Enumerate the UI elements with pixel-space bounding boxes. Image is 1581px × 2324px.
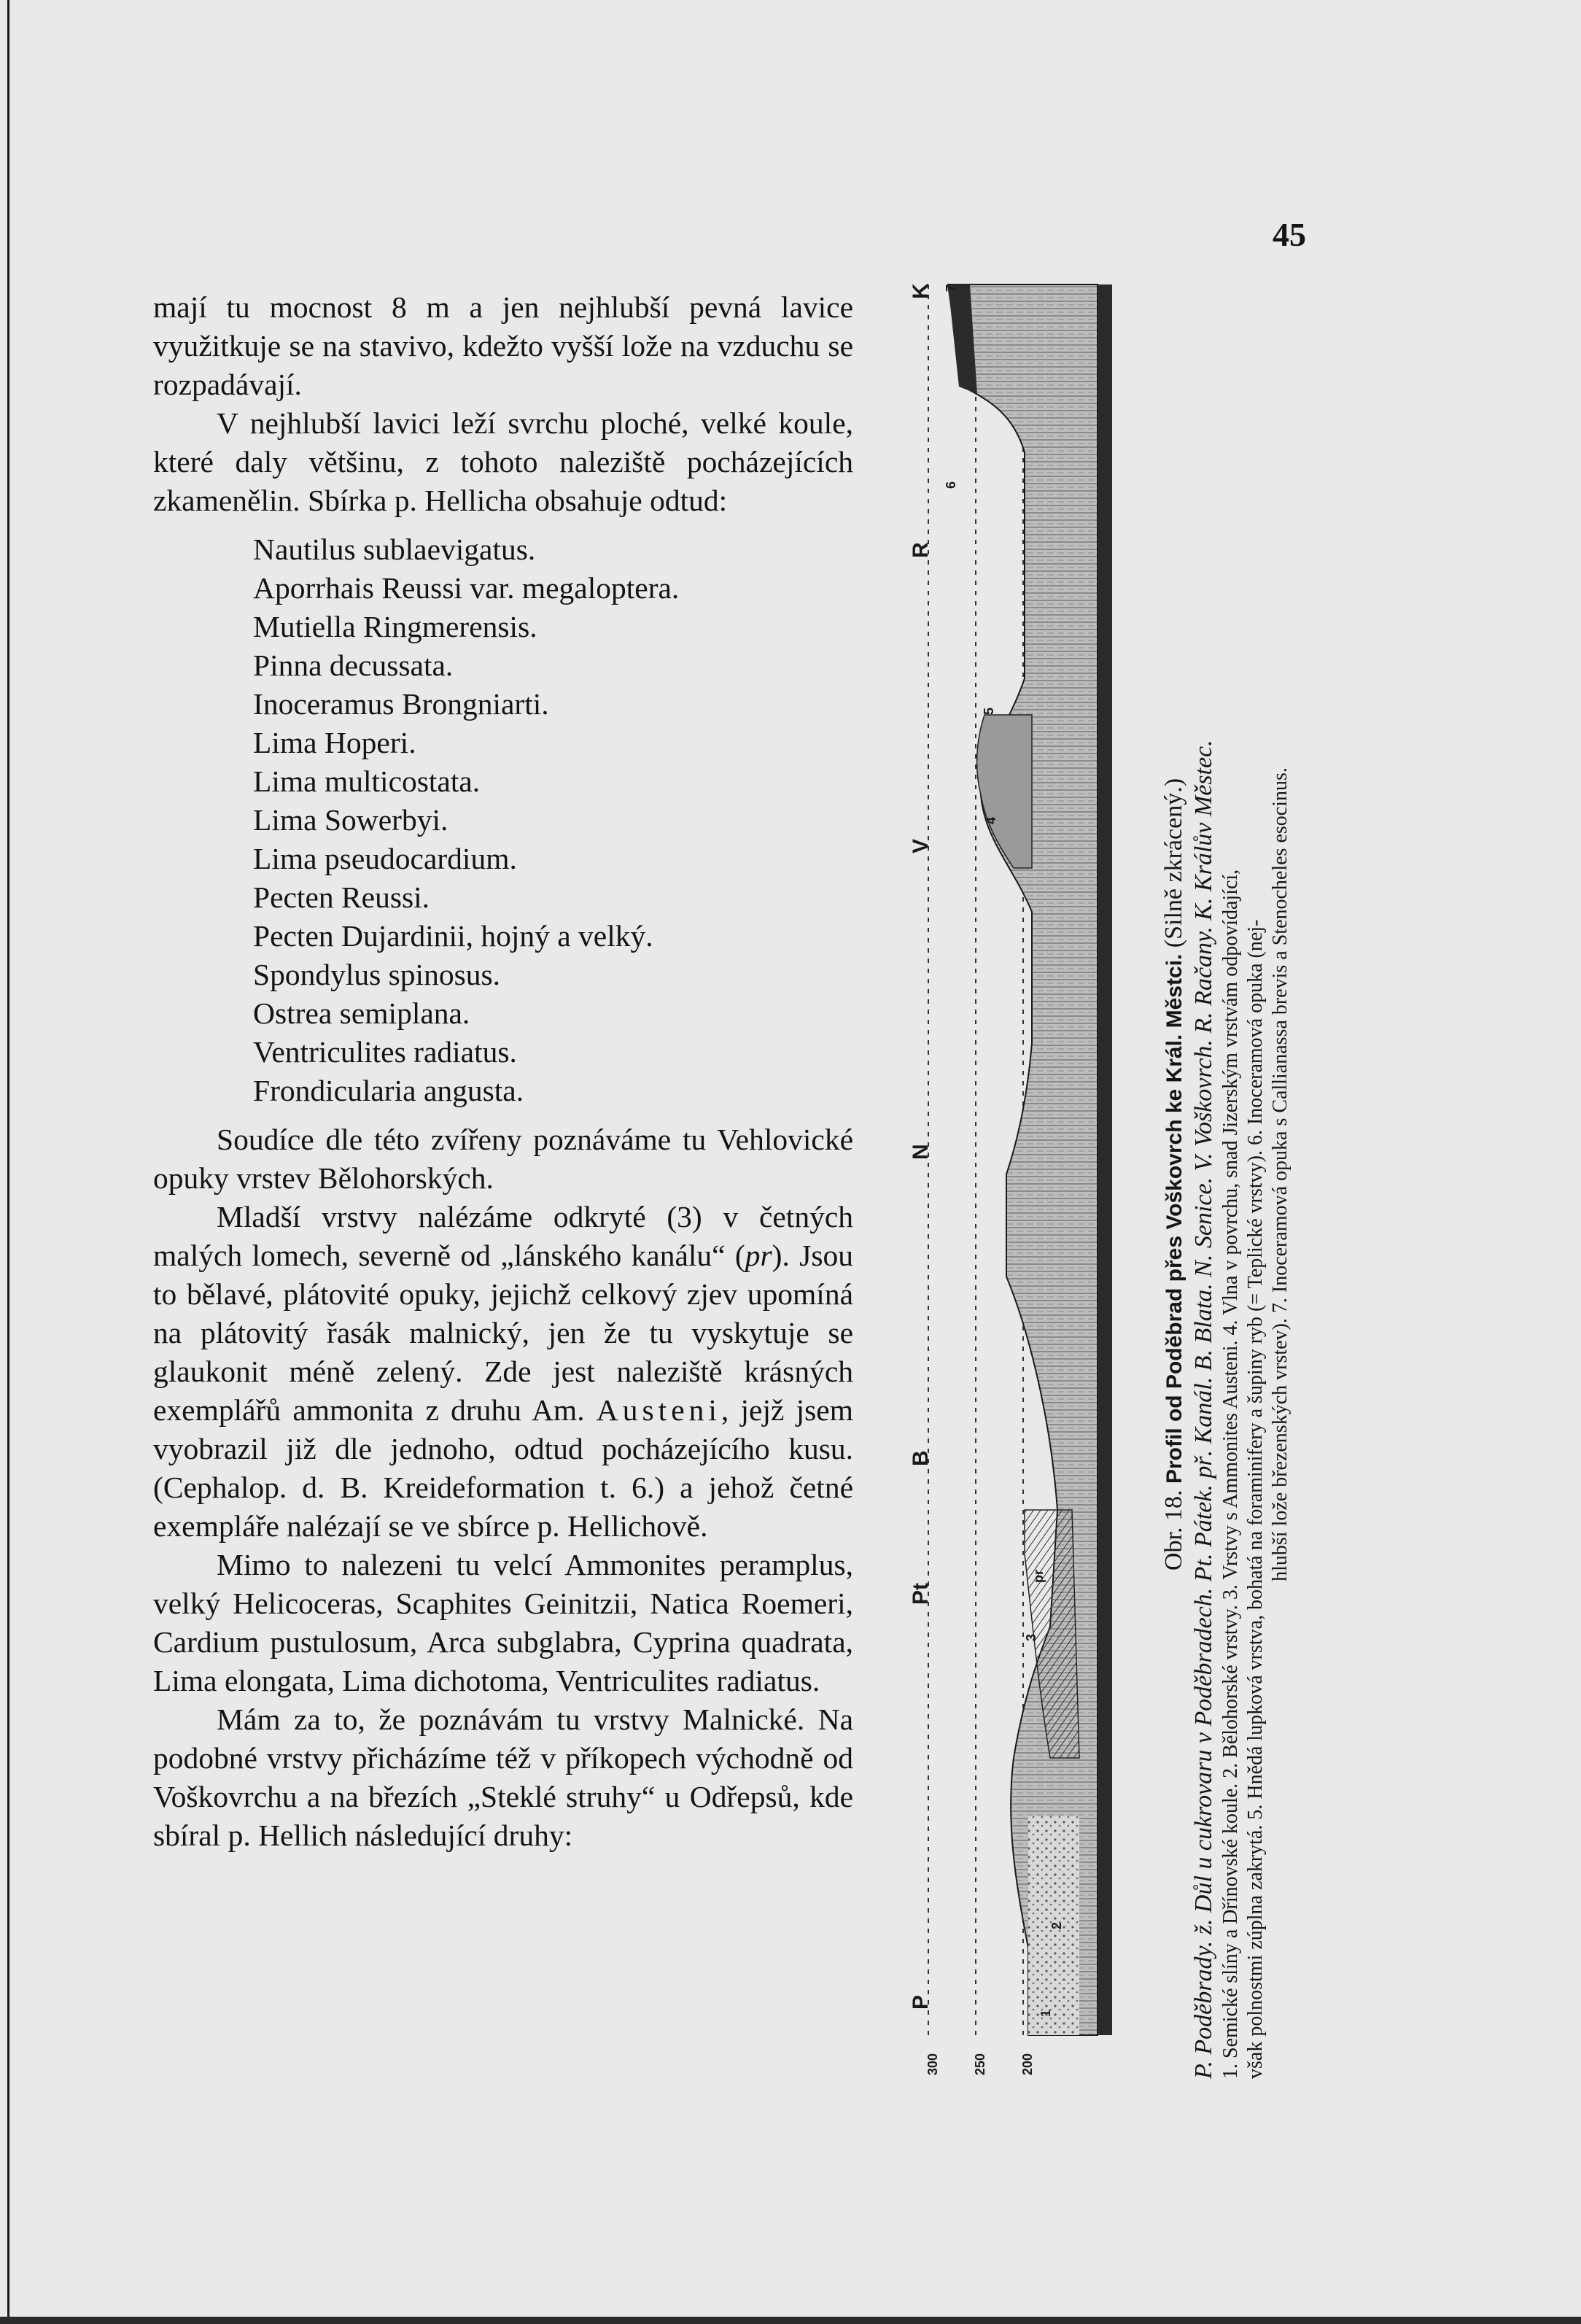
- caption-layers-2: však polnostmi zúplna zakrytá. 5. Hnědá lupková vrstva, bohatá na foraminifery a šupiny ryb (= Teplické vrstvy). 6. Inoceramová opuka (nej-: [1244, 919, 1267, 2079]
- species-item: Aporrhais Reussi var. megaloptera.: [253, 571, 680, 605]
- caption-layers-1: 1. Semické slíny a Dřínovské koule. 2. Bělohorské vrstvy. 3. Vrstvy s Ammonites Austeni. 4. Vlna v povrchu, snad Jizerským vrstvám odpovídající,: [1219, 869, 1242, 2079]
- elevation-label: 300: [925, 2053, 940, 2075]
- strata-hill-voskovrch: [977, 715, 1032, 868]
- locality-B: B: [909, 1450, 933, 1466]
- species-item: Nautilus sublaevigatus.: [253, 532, 536, 566]
- layer-mark: 5: [982, 707, 996, 715]
- locality-labels: [909, 283, 933, 2010]
- caption-title-line: [1159, 270, 1189, 2079]
- caption-layers-3: hlubší lože březenských vrstev). 7. Inoceramová opuka s Callianassa brevis a Stenocheles esocinus.: [1269, 767, 1291, 1581]
- species-item: Ventriculites radiatus.: [253, 1035, 517, 1069]
- caption-title: Profil od Poděbrad přes Voškovrch ke Král. Městci.: [1162, 953, 1186, 1484]
- species-item: Frondicularia angusta.: [253, 1074, 524, 1107]
- caption-places: P. Poděbrady. ž. Důl u cukrovaru v Poděbradech. Pt. Pátek. př. Kanál. B. Blata. N. Senice. V. Voškovrch. R. Račany. K. Králův Městec.: [1190, 740, 1217, 2079]
- paragraph-4-part: ). Jsou to bělavé, plátovité opuky, jejichž celkový zjev upomíná na plátovitý řasák malnický, jen že tu vyskytuje se glaukonit méně zelený. Zde jest naleziště krásných exemplářů ammonita z druhu: [153, 1239, 853, 1427]
- layer-mark: 4: [984, 816, 998, 824]
- paragraph-6: Mám za to, že poznávám tu vrstvy Malnické. Na podobné vrstvy přicházíme též v příkopech východně od Voškovrchu a na březích „Steklé struhy“ u Odřepsů, kde sbíral p. Hellich následující druhy:: [153, 1703, 853, 1852]
- paragraph-4-pr: pr: [745, 1239, 772, 1272]
- paragraph-4-part: , jejž jsem vyobrazil již dle jednoho, odtud pocházejícího kusu. (Cephalop. d. B. Kreideformation t. 6.) a jehož četné exempláře nalézají se ve sbírce p. Hellichově.: [153, 1393, 854, 1543]
- locality-V: V: [909, 838, 933, 853]
- species-item: Spondylus spinosus.: [253, 958, 500, 991]
- species-item: Lima multicostata.: [253, 764, 481, 798]
- locality-R: R: [909, 542, 933, 558]
- paragraph-2: V nejhlubší lavici leží svrchu ploché, velké koule, které daly většinu, z tohoto naleziště pocházejících zkamenělin. Sbírka p. Hellicha obsahuje odtud:: [153, 406, 853, 517]
- paragraph-3: Soudíce dle této zvířeny poznáváme tu Vehlovické opuky vrstev Bělohorských.: [153, 1123, 853, 1195]
- species-item: Ostrea semiplana.: [253, 996, 470, 1030]
- paragraph-5: Mimo to nalezeni tu velcí Ammonites peramplus, velký Helicoceras, Scaphites Geinitzii, Natica Roemeri, Cardium pustulosum, Arca subglabra, Cyprina quadrata, Lima elongata, Lima dichotoma, Ventriculites radiatus.: [153, 1548, 853, 1697]
- paragraph-4: [153, 1198, 853, 1546]
- layer-mark: 7: [944, 284, 958, 292]
- species-item: Inoceramus Brongniarti.: [253, 687, 549, 721]
- figure-caption: [1159, 270, 1305, 2079]
- locality-P: P: [909, 1994, 933, 2010]
- species-list: [253, 530, 853, 1110]
- page-edge-line: [7, 0, 9, 2324]
- paragraph-4-part: Mladší vrstvy nalézáme odkryté (3) v četných malých lomech, severně od „lánského kanálu“ (: [153, 1200, 853, 1272]
- page-edge-bottom: [0, 2317, 1581, 2324]
- layer-mark: 3: [1024, 1633, 1038, 1641]
- species-item: Pinna decussata.: [253, 648, 454, 682]
- elevation-label: 200: [1020, 2053, 1035, 2075]
- page-number: 45: [1273, 216, 1306, 253]
- layer-mark-pr: pr: [1031, 1570, 1046, 1583]
- layer-mark: 1: [1038, 2009, 1053, 2017]
- locality-N: N: [909, 1144, 933, 1160]
- paragraph-4-species: Austeni: [596, 1393, 721, 1427]
- elevation-label: 250: [973, 2053, 987, 2075]
- layer-mark: 2: [1049, 1921, 1064, 1929]
- species-item: Mutiella Ringmerensis.: [253, 610, 537, 643]
- elevation-scale: [925, 2053, 1035, 2075]
- strata-upper-band: [1098, 284, 1112, 2035]
- locality-K: K: [909, 283, 933, 299]
- species-item: Lima pseudocardium.: [253, 842, 517, 875]
- species-item: Pecten Reussi.: [253, 880, 430, 914]
- species-item: Pecten Dujardinii, hojný a velký.: [253, 919, 653, 953]
- locality-Pt: Pt: [909, 1583, 933, 1605]
- body-text: [153, 288, 853, 1855]
- species-item: Lima Sowerbyi.: [253, 803, 448, 837]
- caption-label: Obr. 18.: [1160, 1490, 1187, 1571]
- caption-note: (Silně zkrácený.): [1160, 778, 1187, 948]
- strata-lower: [948, 284, 1098, 2035]
- layer-mark: 6: [944, 481, 958, 489]
- species-item: Lima Hoperi.: [253, 726, 416, 759]
- paragraph-1: mají tu mocnost 8 m a jen nejhlubší pevná lavice využitkuje se na stavivo, kdežto vyšší lože na vzduchu se rozpadávají.: [153, 290, 853, 401]
- paragraph-4-am: Am.: [531, 1393, 585, 1427]
